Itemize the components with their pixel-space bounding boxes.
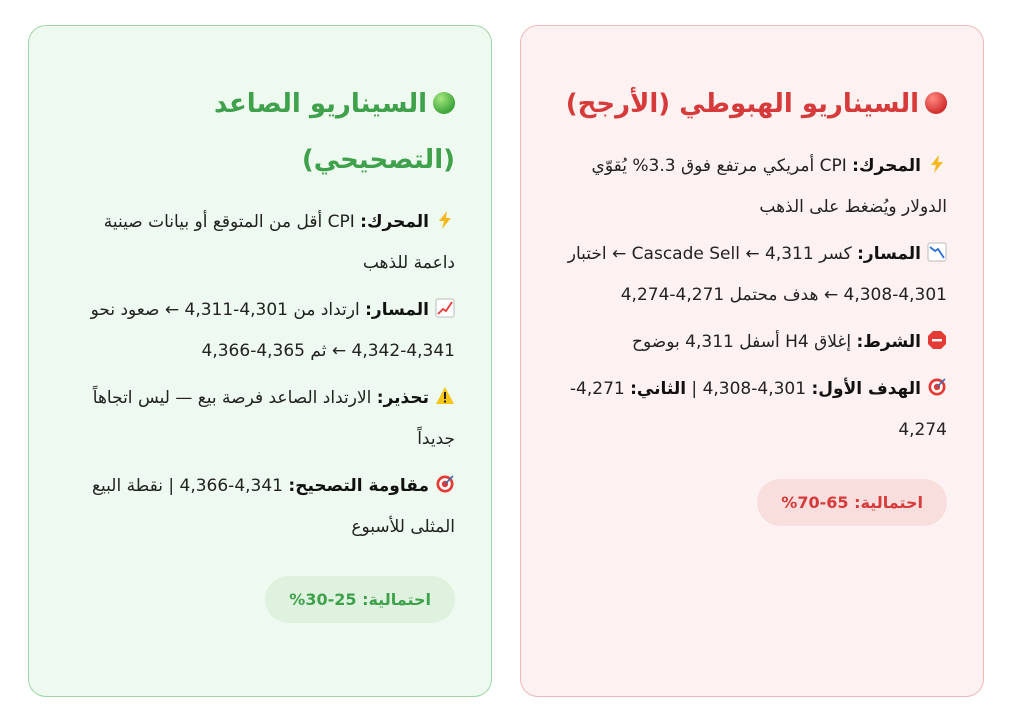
bullish-title-row	[65, 76, 455, 188]
bearish-path-text: كسر 4,311 ← Cascade Sell ← اختبار 4,301-4,308 ← هدف محتمل 4,271-4,274	[567, 244, 947, 305]
bullish-resistance	[65, 466, 455, 548]
lightning-icon	[435, 210, 455, 230]
bearish-targets	[557, 369, 947, 451]
bullish-warning-label: تحذير:	[376, 388, 429, 408]
bearish-title: السيناريو الهبوطي (الأرجح)	[565, 89, 919, 119]
bullish-path-label: المسار:	[365, 300, 429, 320]
bullish-resistance-label: مقاومة التصحيح:	[288, 476, 429, 496]
bearish-target2-label: الثاني:	[630, 379, 687, 399]
red-circle-icon	[925, 92, 947, 114]
chart-down-icon	[927, 242, 947, 262]
bearish-driver-label: المحرك:	[852, 156, 921, 176]
bearish-condition-text: إغلاق H4 أسفل 4,311 بوضوح	[632, 332, 857, 352]
bearish-title-row	[557, 76, 947, 132]
target-icon	[435, 474, 455, 494]
bearish-probability-badge: احتمالية: 65-70%	[757, 479, 947, 526]
chart-up-icon	[435, 298, 455, 318]
bullish-warning-text: الارتداد الصاعد فرصة بيع — ليس اتجاهاً جديداً	[92, 388, 455, 449]
bullish-driver	[65, 202, 455, 284]
bullish-probability-badge: احتمالية: 25-30%	[265, 576, 455, 623]
stop-sign-icon	[927, 330, 947, 350]
bearish-driver-text: CPI أمريكي مرتفع فوق 3.3% يُقوّي الدولار ويُضغط على الذهب	[591, 156, 947, 217]
lightning-icon	[927, 154, 947, 174]
green-circle-icon	[433, 92, 455, 114]
bearish-scenario-card	[520, 25, 984, 697]
bearish-target2-text: 4,271-4,274	[569, 379, 947, 440]
bearish-condition	[557, 322, 947, 363]
bearish-path	[557, 234, 947, 316]
target-icon	[927, 377, 947, 397]
bearish-target1-label: الهدف الأول:	[811, 379, 921, 399]
bearish-condition-label: الشرط:	[856, 332, 921, 352]
bullish-path-text: ارتداد من 4,301-4,311 ← صعود نحو 4,341-4,342 ← ثم 4,365-4,366	[90, 300, 455, 361]
bearish-driver	[557, 146, 947, 228]
bullish-title: السيناريو الصاعد (التصحيحي)	[213, 89, 455, 175]
bullish-resistance-text: 4,341-4,366 | نقطة البيع المثلى للأسبوع	[91, 476, 455, 537]
bullish-path	[65, 290, 455, 372]
bearish-path-label: المسار:	[857, 244, 921, 264]
warning-icon	[435, 386, 455, 406]
bullish-scenario-card	[28, 25, 492, 697]
bullish-driver-label: المحرك:	[360, 212, 429, 232]
bullish-driver-text: CPI أقل من المتوقع أو بيانات صينية داعمة للذهب	[103, 212, 455, 273]
bullish-warning	[65, 378, 455, 460]
bearish-target1-text: 4,301-4,308 |	[686, 379, 812, 399]
